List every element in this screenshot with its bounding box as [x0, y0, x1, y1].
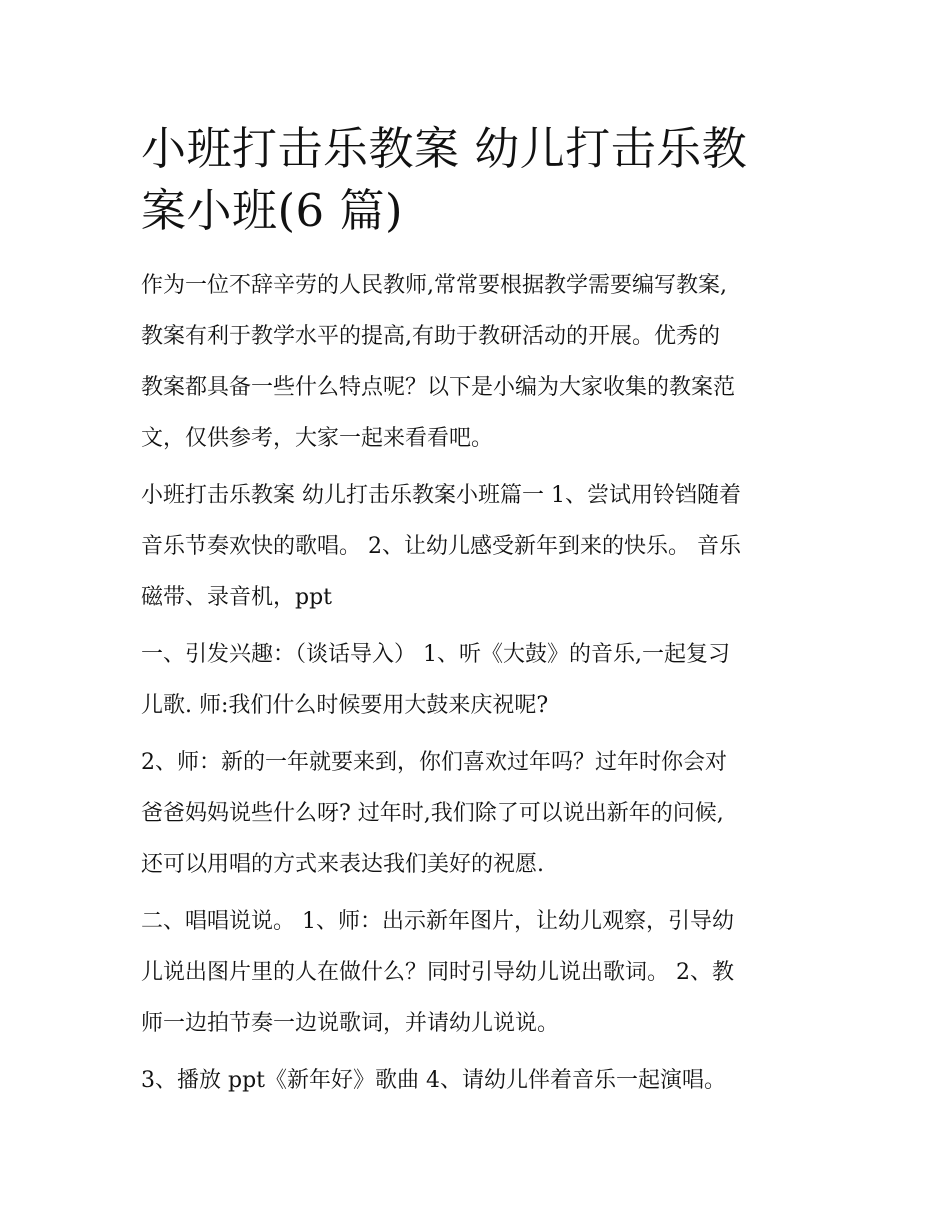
title-line: 案小班(6 篇): [141, 184, 404, 237]
step-two-three-paragraph: [141, 1055, 816, 1106]
text-line: 教案有利于教学水平的提高,有助于教研活动的开展。优秀的: [141, 324, 720, 349]
text-line: 还可以用唱的方式来表达我们美好的祝愿.: [141, 852, 544, 877]
text-line: 师一边拍节奏一边说歌词，并请幼儿说说。: [141, 1011, 560, 1036]
step-two-paragraph: [141, 896, 816, 1049]
text-line: 二、唱唱说说。 1、师：出示新年图片，让幼儿观察，引导幼: [141, 909, 734, 934]
step-one-two-paragraph: [141, 737, 816, 890]
text-line: 儿说出图片里的人在做什么？同时引导幼儿说出歌词。 2、教: [141, 960, 734, 985]
text-line: 一、引发兴趣：（谈话导入） 1、听《大鼓》的音乐,一起复习: [141, 642, 730, 667]
text-line: 教案都具备一些什么特点呢？以下是小编为大家收集的教案范: [141, 375, 736, 400]
document-title: [141, 118, 816, 242]
text-line: 2、师：新的一年就要来到，你们喜欢过年吗？过年时你会对: [141, 750, 727, 775]
text-line: 爸爸妈妈说些什么呀? 过年时,我们除了可以说出新年的问候,: [141, 801, 724, 826]
text-line: 文，仅供参考，大家一起来看看吧。: [141, 426, 494, 451]
step-one-paragraph: [141, 629, 816, 731]
text-line: 作为一位不辞辛劳的人民教师,常常要根据教学需要编写教案,: [141, 273, 727, 298]
intro-paragraph: [141, 260, 816, 464]
text-line: 3、播放 ppt《新年好》歌曲 4、请幼儿伴着音乐一起演唱。: [141, 1068, 726, 1093]
lesson-goals-paragraph: [141, 470, 816, 623]
text-line: 小班打击乐教案 幼儿打击乐教案小班篇一 1、尝试用铃铛随着: [141, 483, 741, 508]
document-body: [141, 118, 816, 1112]
text-line: 儿歌. 师:我们什么时候要用大鼓来庆祝呢?: [141, 693, 549, 718]
title-line: 小班打击乐教案 幼儿打击乐教: [141, 122, 748, 175]
text-line: 磁带、录音机，ppt: [141, 585, 333, 610]
text-line: 音乐节奏欢快的歌唱。 2、让幼儿感受新年到来的快乐。 音乐: [141, 534, 741, 559]
